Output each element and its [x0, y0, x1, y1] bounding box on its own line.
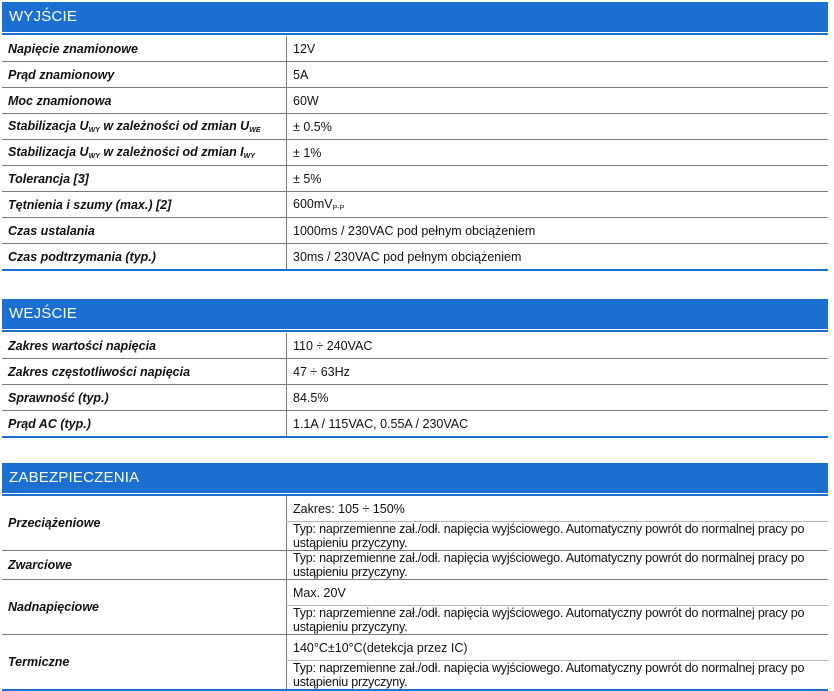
table-row	[2, 411, 828, 438]
spec-label: Moc znamionowa	[2, 88, 287, 114]
spec-value	[287, 192, 829, 218]
spec-note: Typ: naprzemienne zał./odł. napięcia wyjściowego. Automatyczny powrót do normalnej pracy po ustąpieniu przyczyny.	[287, 551, 829, 580]
table-row	[2, 496, 828, 522]
section-header-output: WYJŚCIE	[2, 2, 828, 32]
spec-value: 30ms / 230VAC pod pełnym obciążeniem	[287, 244, 829, 271]
spec-value: Max. 20V	[287, 580, 829, 606]
spec-label: Tolerancja [3]	[2, 166, 287, 192]
spec-label: Sprawność (typ.)	[2, 385, 287, 411]
spec-note: Typ: naprzemienne zał./odł. napięcia wyjściowego. Automatyczny powrót do normalnej pracy po ustąpieniu przyczyny.	[287, 522, 829, 551]
spec-value: 110 ÷ 240VAC	[287, 333, 829, 359]
table-row	[2, 244, 828, 271]
value-text: 600mV	[293, 197, 333, 211]
table-row	[2, 140, 828, 166]
spec-value: 60W	[287, 88, 829, 114]
label-text: Stabilizacja U	[8, 145, 89, 159]
spec-value: 5A	[287, 62, 829, 88]
spec-label: Prąd AC (typ.)	[2, 411, 287, 438]
label-text: Stabilizacja U	[8, 119, 89, 133]
section-header-protection: ZABEZPIECZENIA	[2, 463, 828, 493]
table-row	[2, 635, 828, 661]
table-row	[2, 114, 828, 140]
spec-label: Zakres wartości napięcia	[2, 333, 287, 359]
spec-note: Typ: naprzemienne zał./odł. napięcia wyjściowego. Automatyczny powrót do normalnej pracy po ustąpieniu przyczyny.	[287, 606, 829, 635]
label-text: w zależności od zmian I	[99, 145, 244, 159]
subscript: WE	[249, 127, 261, 134]
spec-label: Prąd znamionowy	[2, 62, 287, 88]
table-row	[2, 333, 828, 359]
spec-value: ± 5%	[287, 166, 829, 192]
input-spec-table	[2, 333, 828, 438]
table-row	[2, 36, 828, 62]
spec-value: 84.5%	[287, 385, 829, 411]
spec-label: Nadnapięciowe	[2, 580, 287, 635]
spec-value: ± 1%	[287, 140, 829, 166]
spec-label: Czas podtrzymania (typ.)	[2, 244, 287, 271]
spec-value: 140°C±10°C(detekcja przez IC)	[287, 635, 829, 661]
spec-value: 47 ÷ 63Hz	[287, 359, 829, 385]
table-row	[2, 580, 828, 606]
table-row	[2, 551, 828, 580]
subscript: WY	[88, 153, 100, 160]
table-row	[2, 385, 828, 411]
subscript: WY	[243, 153, 255, 160]
label-text: w zależności od zmian U	[99, 119, 250, 133]
spec-value: ± 0.5%	[287, 114, 829, 140]
table-row	[2, 88, 828, 114]
spec-note: Typ: naprzemienne zał./odł. napięcia wyjściowego. Automatyczny powrót do normalnej pracy po ustąpieniu przyczyny.	[287, 661, 829, 691]
output-spec-table	[2, 36, 828, 271]
spec-label	[2, 140, 287, 166]
spec-value: 12V	[287, 36, 829, 62]
table-row	[2, 359, 828, 385]
spec-label: Przeciążeniowe	[2, 496, 287, 551]
table-row	[2, 192, 828, 218]
spec-label: Zakres częstotliwości napięcia	[2, 359, 287, 385]
subscript: P-P	[332, 205, 345, 212]
spec-value: 1.1A / 115VAC, 0.55A / 230VAC	[287, 411, 829, 438]
table-row	[2, 62, 828, 88]
protection-spec-table	[2, 496, 828, 691]
spec-value: Zakres: 105 ÷ 150%	[287, 496, 829, 522]
spec-label	[2, 114, 287, 140]
table-row	[2, 166, 828, 192]
spec-value: 1000ms / 230VAC pod pełnym obciążeniem	[287, 218, 829, 244]
spec-label: Czas ustalania	[2, 218, 287, 244]
spec-label: Napięcie znamionowe	[2, 36, 287, 62]
section-header-input: WEJŚCIE	[2, 299, 828, 329]
table-row	[2, 218, 828, 244]
subscript: WY	[88, 127, 100, 134]
spec-label: Tętnienia i szumy (max.) [2]	[2, 192, 287, 218]
spec-label: Zwarciowe	[2, 551, 287, 580]
spec-label: Termiczne	[2, 635, 287, 691]
